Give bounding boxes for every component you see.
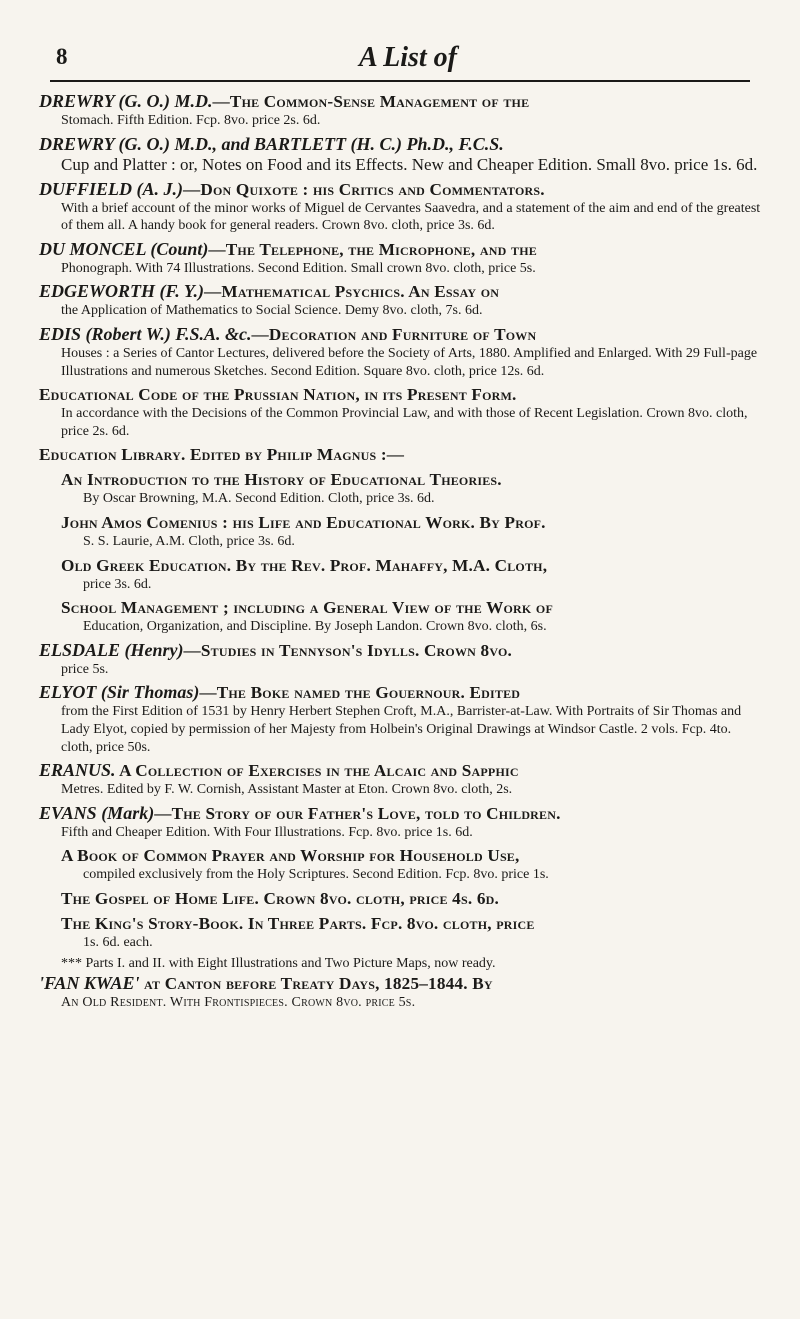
entry-title: The King's Story-Book. In Three Parts. Fcp. 8vo. cloth, price — [61, 913, 535, 933]
entry-description: price 3s. 6d. — [83, 576, 152, 592]
entry-description: S. S. Laurie, A.M. Cloth, price 3s. 6d. — [83, 533, 295, 549]
catalogue-entry — [39, 973, 766, 1012]
entry-description: Houses : a Series of Cantor Lectures, delivered before the Society of Arts, 1880. Amplified and Enlarged. With 29 Full-page Illustrations and numerous Sketches. Second Edition. Square 8vo. cloth, price 12s. 6d. — [61, 345, 758, 379]
entry-author: EDGEWORTH (F. Y.) — [39, 281, 205, 302]
entry-description: price 5s. — [61, 661, 109, 677]
entry-description: Fifth and Cheaper Edition. With Four Illustrations. Fcp. 8vo. price 1s. 6d. — [61, 824, 473, 840]
entry-title: —The Boke named the Gouernour. Edited — [199, 683, 521, 703]
entry-description: Phonograph. With 74 Illustrations. Second Edition. Small crown 8vo. cloth, price 5s. — [61, 260, 536, 276]
header-rule — [50, 80, 750, 82]
running-title: A List of — [358, 42, 457, 73]
entry-description: In accordance with the Decisions of the Common Provincial Law, and with those of Recent Legislation. Crown 8vo. cloth, price 2s. 6d. — [61, 406, 748, 439]
entry-description: Metres. Edited by F. W. Cornish, Assistant Master at Eton. Crown 8vo. cloth, 2s. — [61, 782, 513, 798]
entry-author: DU MONCEL (Count) — [39, 238, 209, 259]
entry-description: By Oscar Browning, M.A. Second Edition. Cloth, price 3s. 6d. — [83, 491, 435, 507]
entry-description: Stomach. Fifth Edition. Fcp. 8vo. price 2s. 6d. — [61, 113, 321, 128]
entry-author: 'FAN KWAE' — [39, 973, 140, 994]
entry-title: Old Greek Education. By the Rev. Prof. Mahaffy, M.A. Cloth, — [61, 555, 548, 575]
catalogue-entry — [39, 682, 766, 756]
entry-title: —The Common-Sense Management of the — [212, 92, 530, 111]
catalogue-entry — [39, 134, 766, 175]
entry-author: ELSDALE (Henry) — [39, 639, 184, 660]
entry-author: EVANS (Mark) — [39, 802, 155, 823]
entry-title: —Decoration and Furniture of Town — [251, 324, 537, 344]
entry-description: 1s. 6d. each. — [83, 934, 153, 950]
entry-author: DREWRY (G. O.) M.D., and BARTLETT (H. C.) Ph.D., F.C.S. — [39, 133, 504, 154]
entry-title: An Introduction to the History of Educational Theories. — [61, 470, 502, 490]
entry-title: —Don Quixote : his Critics and Commentators. — [183, 179, 545, 199]
entry-title: Education Library. Edited by Philip Magnus :— — [39, 445, 405, 465]
entry-author: ERANUS. — [39, 760, 116, 781]
catalogue-entry — [39, 444, 766, 465]
entry-description: from the First Edition of 1531 by Henry Herbert Stephen Croft, M.A., Barrister-at-Law. With Portraits of Sir Thomas and Lady Elyot, copied by permission of her Majesty from Holbein's Original Drawings at Windsor Castle. 2 vols. Fcp. 4to. cloth, price 50s. — [61, 704, 742, 755]
catalogue-entry — [39, 803, 766, 842]
entry-description: Cup and Platter : or, Notes on Food and its Effects. New and Cheaper Edition. Small 8vo. price 1s. 6d. — [61, 154, 758, 174]
entry-description: compiled exclusively from the Holy Scriptures. Second Edition. Fcp. 8vo. price 1s. — [83, 867, 549, 883]
series-entry — [61, 512, 766, 551]
entry-title: —Studies in Tennyson's Idylls. Crown 8vo. — [183, 640, 512, 660]
series-entry — [61, 913, 766, 952]
catalogue-entry — [39, 91, 766, 130]
entry-author: DUFFIELD (A. J.) — [39, 178, 184, 199]
catalogue-entry — [39, 239, 766, 278]
catalogue-entry — [39, 281, 766, 320]
catalogue-entry — [39, 179, 766, 235]
entry-title: Educational Code of the Prussian Nation, in its Present Form. — [39, 385, 517, 405]
catalogue-entry — [39, 384, 766, 440]
entry-title: —Mathematical Psychics. An Essay on — [204, 282, 500, 302]
catalogue-entry — [39, 760, 766, 799]
entry-title: —The Story of our Father's Love, told to Children. — [154, 803, 561, 823]
page-header — [50, 44, 766, 80]
entry-author: ELYOT (Sir Thomas) — [39, 682, 200, 703]
series-entry — [61, 845, 766, 884]
evans-works-list — [39, 845, 766, 951]
page-number: 8 — [56, 44, 68, 69]
parts-note: *** Parts I. and II. with Eight Illustrations and Two Picture Maps, now ready. — [61, 956, 496, 972]
entry-title: —The Telephone, the Microphone, and the — [208, 239, 537, 259]
entry-description: With a brief account of the minor works of Miguel de Cervantes Saavedra, and a statement of the aim and end of the greatest of them all. A handy book for general readers. Crown 8vo. cloth, price 3s. 6d. — [61, 200, 761, 234]
catalogue-entry — [39, 324, 766, 380]
entry-author: EDIS (Robert W.) F.S.A. &c. — [39, 323, 252, 344]
series-entry — [61, 597, 766, 636]
entry-title: School Management ; including a General View of the Work of — [61, 598, 553, 618]
entry-description: the Application of Mathematics to Social Science. Demy 8vo. cloth, 7s. 6d. — [61, 303, 483, 319]
education-library-list — [39, 469, 766, 635]
entry-description: An Old Resident. With Frontispieces. Crown 8vo. price 5s. — [61, 995, 416, 1011]
entry-title: A Collection of Exercises in the Alcaic and Sapphic — [115, 761, 519, 781]
series-entry — [61, 555, 766, 594]
series-entry — [61, 888, 766, 909]
entry-title: John Amos Comenius : his Life and Educational Work. By Prof. — [61, 512, 546, 532]
entry-description: Education, Organization, and Discipline. By Joseph Landon. Crown 8vo. cloth, 6s. — [83, 619, 547, 635]
entry-title: at Canton before Treaty Days, 1825–1844. By — [139, 974, 493, 994]
entry-author: DREWRY (G. O.) M.D. — [39, 91, 213, 111]
entry-title: The Gospel of Home Life. Crown 8vo. cloth, price 4s. 6d. — [61, 888, 499, 908]
catalogue-entries — [39, 91, 766, 1016]
catalogue-entry — [39, 640, 766, 679]
entry-title: A Book of Common Prayer and Worship for Household Use, — [61, 846, 520, 866]
series-entry — [61, 469, 766, 508]
